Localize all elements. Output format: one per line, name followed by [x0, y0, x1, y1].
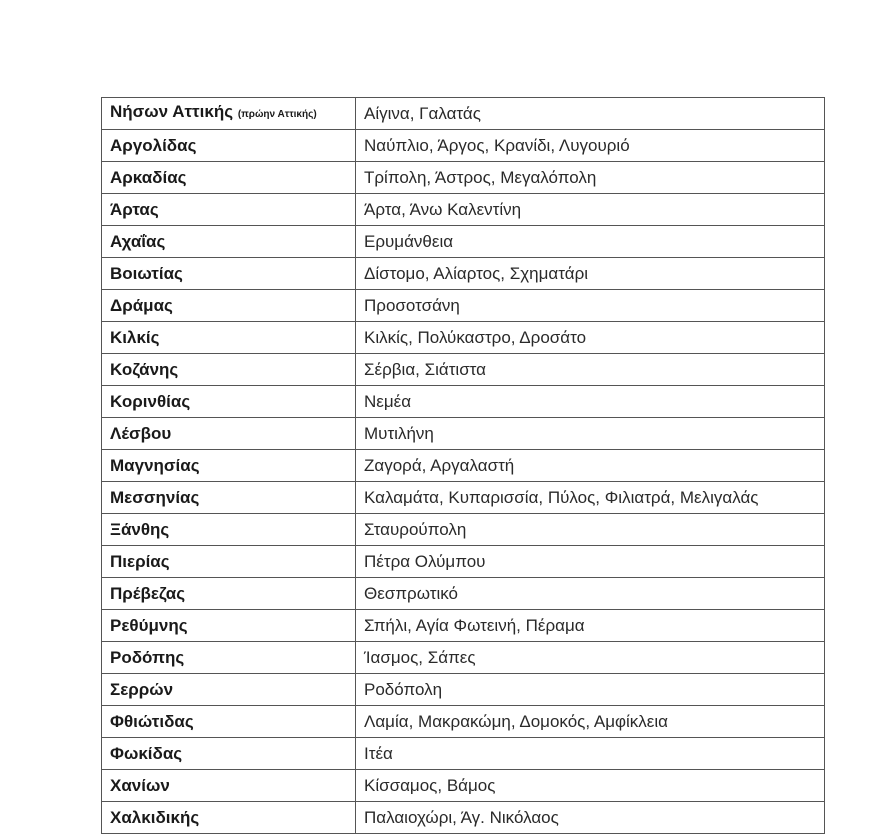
towns-cell: Νεμέα: [356, 386, 825, 418]
towns-cell: Πέτρα Ολύμπου: [356, 546, 825, 578]
towns-cell: Δίστομο, Αλίαρτος, Σχηματάρι: [356, 258, 825, 290]
towns-cell: Παλαιοχώρι, Άγ. Νικόλαος: [356, 802, 825, 834]
towns-cell: Θεσπρωτικό: [356, 578, 825, 610]
towns-cell: Κίσσαμος, Βάμος: [356, 770, 825, 802]
region-cell: Αχαΐας: [102, 226, 356, 258]
region-cell: Δράμας: [102, 290, 356, 322]
towns-cell: Αίγινα, Γαλατάς: [356, 98, 825, 130]
region-cell: Πρέβεζας: [102, 578, 356, 610]
table-row: [102, 322, 825, 354]
table-row: [102, 226, 825, 258]
region-cell: Πιερίας: [102, 546, 356, 578]
towns-cell: Ιτέα: [356, 738, 825, 770]
table-row: [102, 162, 825, 194]
table-row: [102, 130, 825, 162]
region-cell: Ρεθύμνης: [102, 610, 356, 642]
region-cell: Ξάνθης: [102, 514, 356, 546]
table-row: [102, 546, 825, 578]
table-row: [102, 802, 825, 834]
table-row: [102, 578, 825, 610]
region-cell: Φθιώτιδας: [102, 706, 356, 738]
table-row: [102, 482, 825, 514]
towns-cell: Ναύπλιο, Άργος, Κρανίδι, Λυγουριό: [356, 130, 825, 162]
table-row: [102, 290, 825, 322]
region-cell: Κορινθίας: [102, 386, 356, 418]
towns-cell: Σέρβια, Σιάτιστα: [356, 354, 825, 386]
region-cell: Μαγνησίας: [102, 450, 356, 482]
table-row: [102, 258, 825, 290]
table-row: [102, 674, 825, 706]
region-cell: Χανίων: [102, 770, 356, 802]
towns-cell: Ερυμάνθεια: [356, 226, 825, 258]
table-row: [102, 642, 825, 674]
table-row: [102, 738, 825, 770]
region-cell: Φωκίδας: [102, 738, 356, 770]
towns-cell: Ροδόπολη: [356, 674, 825, 706]
region-name: Νήσων Αττικής: [110, 102, 234, 121]
table-row: [102, 98, 825, 130]
region-cell: Κιλκίς: [102, 322, 356, 354]
towns-cell: Λαμία, Μακρακώμη, Δομοκός, Αμφίκλεια: [356, 706, 825, 738]
table-row: [102, 418, 825, 450]
region-cell: Κοζάνης: [102, 354, 356, 386]
towns-cell: Τρίπολη, Άστρος, Μεγαλόπολη: [356, 162, 825, 194]
towns-cell: Άρτα, Άνω Καλεντίνη: [356, 194, 825, 226]
region-cell: Χαλκιδικής: [102, 802, 356, 834]
towns-cell: Σπήλι, Αγία Φωτεινή, Πέραμα: [356, 610, 825, 642]
towns-cell: Σταυρούπολη: [356, 514, 825, 546]
region-cell: Αρκαδίας: [102, 162, 356, 194]
region-cell: Άρτας: [102, 194, 356, 226]
table-row: [102, 450, 825, 482]
region-cell: Μεσσηνίας: [102, 482, 356, 514]
towns-cell: Κιλκίς, Πολύκαστρο, Δροσάτο: [356, 322, 825, 354]
table-row: [102, 354, 825, 386]
region-cell: Σερρών: [102, 674, 356, 706]
towns-cell: Καλαμάτα, Κυπαρισσία, Πύλος, Φιλιατρά, Μελιγαλάς: [356, 482, 825, 514]
towns-cell: Ίασμος, Σάπες: [356, 642, 825, 674]
table-row: [102, 770, 825, 802]
table-row: [102, 610, 825, 642]
table-row: [102, 386, 825, 418]
table-row: [102, 514, 825, 546]
table-row: [102, 194, 825, 226]
towns-cell: Ζαγορά, Αργαλαστή: [356, 450, 825, 482]
region-cell: Ροδόπης: [102, 642, 356, 674]
region-cell: Λέσβου: [102, 418, 356, 450]
region-cell: Αργολίδας: [102, 130, 356, 162]
towns-cell: Μυτιλήνη: [356, 418, 825, 450]
table-row: [102, 706, 825, 738]
towns-cell: Προσοτσάνη: [356, 290, 825, 322]
regions-table: [101, 97, 825, 834]
region-cell: Βοιωτίας: [102, 258, 356, 290]
region-note: (πρώην Αττικής): [237, 109, 317, 120]
region-cell: [102, 98, 356, 130]
